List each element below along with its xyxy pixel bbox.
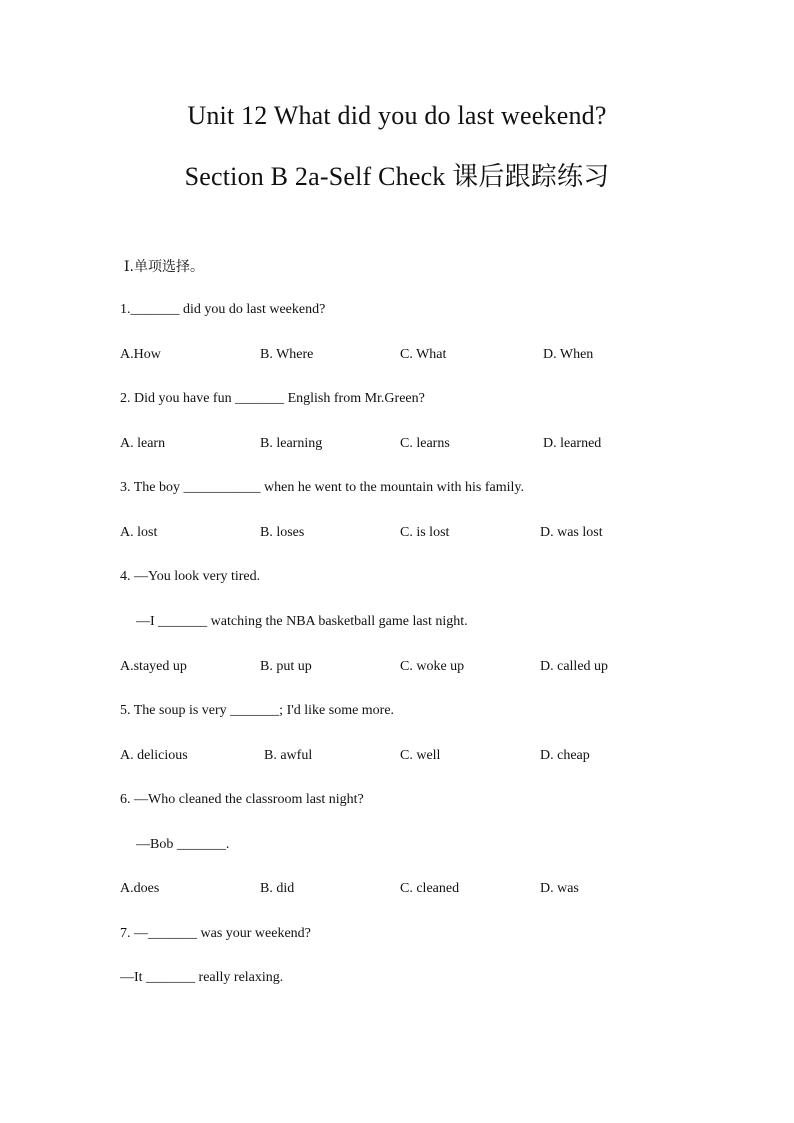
option-b: B. put up — [260, 659, 312, 674]
option-b: B. awful — [264, 748, 313, 763]
option-c: C. What — [400, 347, 447, 362]
option-c: C. cleaned — [400, 881, 460, 896]
document-title-line-1: Unit 12 What did you do last weekend? — [187, 101, 607, 130]
option-d: D. learned — [543, 436, 602, 451]
document-title-line-2: Section B 2a-Self Check 课后跟踪练习 — [184, 162, 610, 191]
option-b: B. did — [260, 881, 295, 896]
option-a: A. lost — [120, 525, 158, 540]
question-4-options — [0, 659, 794, 679]
option-c: C. is lost — [400, 525, 450, 540]
question-7-reply: —It _______ really relaxing. — [120, 970, 284, 985]
section-heading: Ⅰ.单项选择。 — [124, 259, 204, 275]
option-c: C. well — [400, 748, 441, 763]
option-c: C. woke up — [400, 659, 465, 674]
option-a: A. delicious — [120, 748, 188, 763]
question-7-stem: 7. —_______ was your weekend? — [120, 926, 311, 941]
question-6-reply: —Bob _______. — [136, 837, 230, 852]
option-b: B. Where — [260, 347, 314, 362]
option-a: A.does — [120, 881, 160, 896]
question-5-stem: 5. The soup is very _______; I'd like some more. — [120, 703, 395, 718]
question-2-options — [0, 436, 794, 456]
option-d: D. When — [543, 347, 594, 362]
question-6-stem: 6. —Who cleaned the classroom last night? — [120, 792, 364, 807]
question-5-options — [0, 748, 794, 768]
question-3-stem: 3. The boy ___________ when he went to the mountain with his family. — [120, 480, 525, 495]
option-d: D. was — [540, 881, 579, 896]
question-1-stem: 1._______ did you do last weekend? — [120, 302, 326, 317]
question-6-options — [0, 881, 794, 901]
question-4-stem: 4. —You look very tired. — [120, 569, 261, 584]
question-4-reply: —I _______ watching the NBA basketball game last night. — [136, 614, 468, 629]
question-3-options — [0, 525, 794, 545]
option-d: D. was lost — [540, 525, 603, 540]
option-a: A.How — [120, 347, 161, 362]
option-b: B. loses — [260, 525, 305, 540]
option-c: C. learns — [400, 436, 450, 451]
option-a: A. learn — [120, 436, 166, 451]
question-2-stem: 2. Did you have fun _______ English from Mr.Green? — [120, 391, 425, 406]
option-d: D. cheap — [540, 748, 590, 763]
option-d: D. called up — [540, 659, 609, 674]
option-a: A.stayed up — [120, 659, 187, 674]
option-b: B. learning — [260, 436, 323, 451]
question-1-options — [0, 347, 794, 367]
